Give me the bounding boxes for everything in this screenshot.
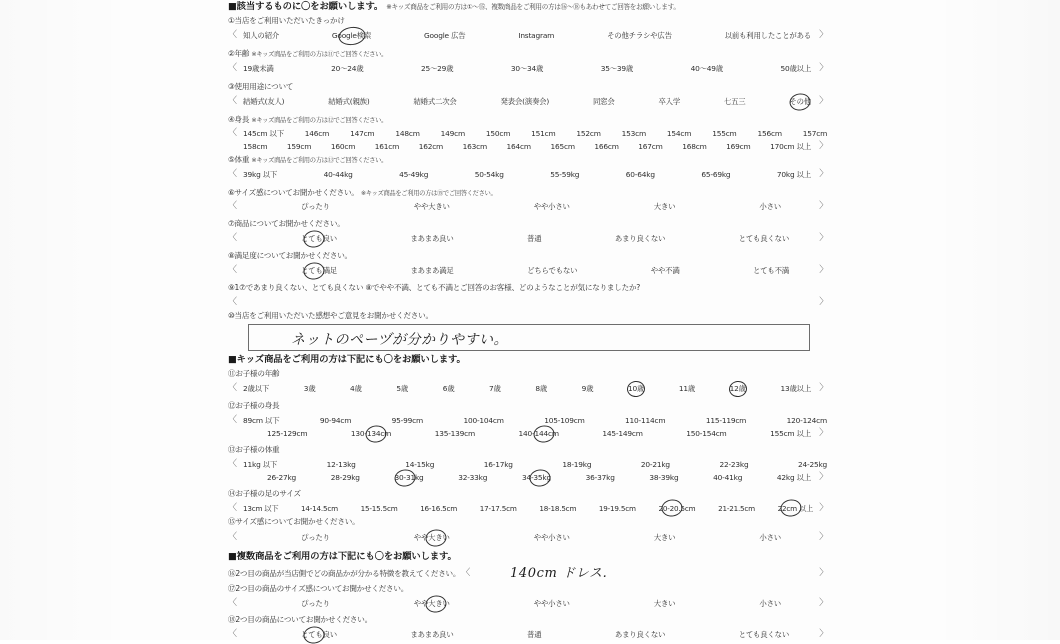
option-kid-height-115-119[interactable]: 115-119cm: [705, 415, 747, 425]
bracket-right: 〉: [819, 598, 828, 608]
question-5-note: ※キッズ商品をご利用の方は⑬でご回答ください。: [251, 157, 388, 164]
bracket-left: 〈: [228, 297, 237, 307]
option-kid-foot-17-17_5[interactable]: 17-17.5cm: [479, 503, 517, 513]
option-kid-weight-24-25[interactable]: 24-25kg: [798, 459, 828, 469]
option-kid-age-7[interactable]: 7歳: [489, 383, 501, 393]
option-height-163[interactable]: 163cm: [462, 141, 487, 151]
bracket-left: 〈: [228, 63, 237, 73]
option-fit-slightly-small[interactable]: やや小さい: [533, 201, 570, 211]
bracket-left: 〈: [228, 30, 237, 40]
option-height-166[interactable]: 166cm: [594, 141, 619, 151]
option-kid-age-4[interactable]: 4歳: [350, 383, 362, 393]
question-4-options-line1[interactable]: [228, 129, 828, 138]
bracket-right: 〉: [819, 63, 829, 73]
option-height-167[interactable]: 167cm: [638, 141, 663, 151]
multi-section-heading: ■複数商品をご利用の方は下記にも〇をお願いします。: [228, 551, 457, 562]
option-height-160[interactable]: 160cm: [330, 141, 356, 151]
question-13-label: ⑬お子様の体重: [228, 445, 280, 454]
survey-sheet: [228, 0, 828, 640]
option-wedding-friend[interactable]: 結婚式(友人): [243, 96, 285, 106]
bracket-left: 〈: [228, 598, 237, 608]
option-height-147[interactable]: 147cm: [350, 128, 375, 138]
question-18-label: ⑱2つ目の商品についてお聞かせください。: [228, 615, 372, 624]
option-age-35-39[interactable]: 35〜39歳: [600, 63, 634, 73]
option-other-purpose[interactable]: その他: [789, 96, 811, 106]
option-instagram[interactable]: Instagram: [518, 30, 555, 40]
question-2-options[interactable]: [228, 64, 828, 73]
option-age-20-24[interactable]: 20〜24歳: [331, 63, 364, 73]
question-6-options[interactable]: [228, 202, 828, 211]
option-height-161[interactable]: 161cm: [374, 141, 400, 151]
question-9-answer-row[interactable]: [228, 298, 828, 307]
question-6-text: ⑥サイズ感についてお聞かせください。: [228, 188, 359, 197]
option-satisfaction-fairly-satisfied[interactable]: まあまあ満足: [410, 265, 454, 275]
bracket-right: 〉: [819, 503, 829, 513]
option-fit-small[interactable]: 小さい: [759, 201, 781, 211]
question-10-handwritten-answer: ネットのペーヅが分かりやすい。: [291, 332, 508, 348]
question-9-label: ⑨1⑦であまり良くない、とても良くない ⑧でやや不満、とても不満とご回答のお客様、どのようなことが気になりましたか?: [228, 283, 641, 292]
option-height-158[interactable]: 158cm: [243, 141, 268, 151]
option-kid-age-2-under[interactable]: 2歳以下: [243, 383, 270, 393]
bracket-right: 〉: [819, 472, 828, 482]
question-5-text: ⑤体重: [228, 155, 250, 164]
option-product-very-good[interactable]: とても良い: [301, 233, 337, 243]
question-4-label: [228, 116, 828, 124]
option-kid-weight-22-23[interactable]: 22-23kg: [719, 459, 749, 469]
option-height-152[interactable]: 152cm: [576, 128, 601, 138]
option-kid-foot-20-20_5[interactable]: 20-20.5cm: [658, 503, 696, 513]
option-height-159[interactable]: 159cm: [286, 141, 312, 151]
option-kid-weight-14-15[interactable]: 14-15kg: [405, 459, 435, 469]
option-second-fit-slightly-small[interactable]: やや小さい: [533, 598, 570, 608]
option-satisfaction-somewhat-dissatisfied[interactable]: やや不満: [650, 265, 680, 275]
bracket-right: 〉: [819, 141, 828, 151]
bracket-right: 〉: [819, 169, 828, 179]
option-kid-foot-14-14_5[interactable]: 14-14.5cm: [301, 503, 338, 513]
option-google-search[interactable]: Google検索: [331, 30, 372, 40]
main-section-heading: [228, 2, 828, 11]
option-age-under19[interactable]: 19歳未満: [243, 63, 274, 73]
option-kid-weight-34-35[interactable]: 34-35kg: [521, 472, 551, 482]
option-second-product-fairly-good[interactable]: まあまあ良い: [410, 629, 454, 639]
option-intro-referral[interactable]: 知人の紹介: [243, 30, 279, 40]
question-4-options-line2[interactable]: [228, 142, 828, 151]
option-kid-foot-15-15_5[interactable]: 15-15.5cm: [360, 503, 398, 513]
question-17-label: ⑰2つ目の商品のサイズ感についてお聞かせください。: [228, 584, 409, 593]
question-1-options[interactable]: [228, 31, 828, 40]
option-height-150[interactable]: 150cm: [485, 128, 511, 138]
bracket-right: 〉: [819, 297, 828, 307]
option-kid-age-11[interactable]: 11歳: [678, 383, 696, 393]
question-2-text: ②年齢: [228, 49, 250, 58]
option-kid-age-8[interactable]: 8歳: [535, 383, 548, 393]
question-14-label: ⑭お子様の足のサイズ: [228, 489, 301, 498]
option-age-30-34[interactable]: 30〜34歳: [510, 63, 544, 73]
option-kid-height-90-94[interactable]: 90-94cm: [319, 415, 352, 425]
bracket-left: 〈: [228, 96, 237, 106]
option-kid-weight-18-19[interactable]: 18-19kg: [562, 459, 592, 469]
option-weight-60-64[interactable]: 60-64kg: [625, 169, 655, 179]
question-5-label: [228, 156, 828, 164]
option-age-40-49[interactable]: 40〜49歳: [690, 63, 723, 73]
option-product-fairly-good[interactable]: まあまあ良い: [410, 233, 454, 243]
option-kid-fit-perfect[interactable]: ぴったり: [301, 532, 330, 542]
option-weight-65-69[interactable]: 65-69kg: [701, 169, 731, 179]
question-15-label: ⑮サイズ感についてお聞かせください。: [228, 517, 360, 526]
option-second-fit-small[interactable]: 小さい: [759, 598, 781, 608]
option-product-very-bad[interactable]: とても良くない: [738, 233, 790, 243]
question-11-options[interactable]: [228, 384, 828, 393]
option-kid-height-120-124[interactable]: 120-124cm: [786, 415, 827, 425]
question-4-text: ④身長: [228, 115, 250, 124]
option-kid-height-105-109[interactable]: 105-109cm: [544, 415, 585, 425]
bracket-left: 〈: [228, 169, 237, 179]
option-kid-height-89-under[interactable]: 89cm 以下: [243, 415, 280, 425]
option-weight-40-44[interactable]: 40-44kg: [323, 169, 353, 179]
question-1-label: ①当店をご利用いただいたきっかけ: [228, 16, 345, 25]
question-11-label: ⑪お子様の年齢: [228, 369, 280, 378]
option-kid-weight-36-37[interactable]: 36-37kg: [585, 472, 615, 482]
question-10-answer-box[interactable]: [248, 324, 810, 351]
question-8-options[interactable]: [228, 266, 828, 275]
option-height-151[interactable]: 151cm: [531, 128, 556, 138]
option-height-157[interactable]: 157cm: [802, 128, 828, 138]
option-kid-age-9[interactable]: 9歳: [581, 383, 594, 393]
option-kid-height-145-149[interactable]: 145-149cm: [602, 428, 643, 438]
question-10-label: ⑩当店をご利用いただいた感想やご意見をお聞かせください。: [228, 311, 433, 320]
question-13-options-line2[interactable]: [228, 473, 828, 482]
option-kid-fit-small[interactable]: 小さい: [759, 532, 781, 542]
bracket-right: 〉: [819, 233, 829, 243]
option-kid-height-155plus[interactable]: 155cm 以上: [770, 428, 811, 438]
option-weight-45-49[interactable]: 45-49kg: [399, 169, 429, 179]
option-second-fit-big[interactable]: 大きい: [653, 598, 676, 608]
bracket-left: 〈: [228, 128, 237, 138]
option-kid-height-135-139[interactable]: 135-139cm: [434, 428, 476, 438]
bracket-left: 〈: [228, 415, 237, 425]
option-reunion[interactable]: 同窓会: [592, 96, 615, 106]
bracket-right: 〉: [819, 532, 828, 542]
question-12-options-line2[interactable]: [228, 429, 828, 438]
option-kid-foot-21-21_5[interactable]: 21-21.5cm: [718, 503, 755, 513]
bracket-left: 〈: [228, 532, 237, 542]
kids-section-heading: ■キッズ商品をご利用の方は下記にも〇をお願いします。: [228, 354, 466, 365]
option-kid-height-140-144[interactable]: 140-144cm: [518, 428, 559, 438]
option-second-product-very-good[interactable]: とても良い: [301, 629, 337, 639]
option-kid-foot-13-under[interactable]: 13cm 以下: [243, 503, 279, 513]
bracket-right: 〉: [819, 428, 828, 438]
option-kid-weight-12-13[interactable]: 12-13kg: [326, 459, 356, 469]
option-used-before[interactable]: 以前も利用したことがある: [724, 30, 811, 40]
question-8-label: ⑧満足度についてお聞かせください。: [228, 251, 352, 260]
question-12-options-line1[interactable]: [228, 416, 828, 425]
bracket-right: 〉: [819, 96, 828, 106]
bracket-left: 〈: [461, 568, 471, 578]
option-weight-50-54[interactable]: 50-54kg: [474, 169, 504, 179]
option-fit-big[interactable]: 大きい: [653, 201, 676, 211]
question-15-options[interactable]: [228, 533, 828, 542]
option-kid-age-12[interactable]: 12歳: [729, 383, 746, 393]
option-kid-height-130-134[interactable]: 130-134cm: [350, 428, 392, 438]
bracket-left: 〈: [228, 233, 237, 243]
question-7-label: ⑦商品についてお聞かせください。: [228, 219, 345, 228]
bracket-left: 〈: [228, 629, 237, 639]
option-satisfaction-neutral[interactable]: どちらでもない: [527, 265, 578, 275]
option-kid-weight-32-33[interactable]: 32-33kg: [458, 472, 488, 482]
question-2-label: [228, 50, 828, 58]
option-kid-foot-19-19_5[interactable]: 19-19.5cm: [598, 503, 636, 513]
bracket-right: 〉: [819, 629, 829, 639]
option-kid-height-125-129[interactable]: 125-129cm: [267, 428, 308, 438]
option-height-165[interactable]: 165cm: [550, 141, 575, 151]
option-kid-height-100-104[interactable]: 100-104cm: [463, 415, 504, 425]
option-kid-foot-18-18_5[interactable]: 18-18.5cm: [539, 503, 577, 513]
option-recital[interactable]: 発表会(演奏会): [500, 96, 550, 106]
option-kid-weight-42plus[interactable]: 42kg 以上: [776, 472, 811, 482]
question-2-note: ※キッズ商品をご利用の方は⑪でご回答ください。: [251, 51, 388, 58]
option-height-154[interactable]: 154cm: [666, 128, 692, 138]
option-kid-foot-22plus[interactable]: 22cm 以上: [777, 503, 814, 513]
bracket-left: 〈: [228, 265, 237, 275]
option-product-average[interactable]: 普通: [527, 233, 542, 243]
option-wedding-afterparty[interactable]: 結婚式二次会: [413, 96, 457, 106]
main-heading-text: ■該当するものに〇をお願いします。: [228, 1, 384, 12]
question-4-note: ※キッズ商品をご利用の方は⑫でご回答ください。: [251, 117, 388, 124]
option-second-fit-perfect[interactable]: ぴったり: [301, 598, 330, 608]
option-kid-weight-30-31[interactable]: 30-31kg: [394, 472, 424, 482]
question-3-label: ③使用用途について: [228, 82, 294, 91]
option-kid-height-110-114[interactable]: 110-114cm: [625, 415, 666, 425]
option-wedding-relative[interactable]: 結婚式(親族): [328, 96, 370, 106]
option-height-168[interactable]: 168cm: [682, 141, 707, 151]
question-16-handwritten-answer: 140cm ドレス.: [510, 566, 608, 581]
option-height-145-under[interactable]: 145cm 以下: [243, 128, 284, 138]
option-height-155[interactable]: 155cm: [712, 128, 737, 138]
bracket-left: 〈: [228, 383, 237, 393]
question-6-label: [228, 189, 828, 197]
option-kid-age-6[interactable]: 6歳: [442, 383, 455, 393]
bracket-right: 〉: [819, 265, 828, 275]
bracket-left: 〈: [228, 201, 237, 211]
option-kid-weight-26-27[interactable]: 26-27kg: [267, 472, 297, 482]
option-fit-perfect[interactable]: ぴったり: [301, 201, 330, 211]
option-weight-70plus[interactable]: 70kg 以上: [776, 169, 811, 179]
option-kid-height-95-99[interactable]: 95-99cm: [391, 415, 423, 425]
option-kid-age-5[interactable]: 5歳: [396, 383, 409, 393]
bracket-right: 〉: [819, 30, 828, 40]
question-12-label: ⑫お子様の身長: [228, 401, 280, 410]
option-second-product-very-bad[interactable]: とても良くない: [738, 629, 790, 639]
bracket-right: 〉: [819, 568, 828, 578]
option-graduation-entrance[interactable]: 卒入学: [658, 96, 681, 106]
option-kid-age-3[interactable]: 3歳: [303, 383, 316, 393]
option-kid-weight-11-under[interactable]: 11kg 以下: [243, 459, 278, 469]
option-product-not-very-good[interactable]: あまり良くない: [614, 233, 666, 243]
question-16-label: ⑯2つ目の商品が当店側でどの商品かが分かる特徴を教えてください。: [228, 568, 461, 578]
option-kid-age-13plus[interactable]: 13歳以上: [780, 383, 812, 393]
option-age-25-29[interactable]: 25〜29歳: [420, 63, 454, 73]
option-height-149[interactable]: 149cm: [440, 128, 465, 138]
option-satisfaction-very-dissatisfied[interactable]: とても不満: [753, 265, 789, 275]
option-kid-weight-20-21[interactable]: 20-21kg: [640, 459, 670, 469]
option-kid-fit-slightly-small[interactable]: やや小さい: [533, 532, 570, 542]
question-5-options[interactable]: [228, 170, 828, 179]
option-height-164[interactable]: 164cm: [506, 141, 531, 151]
option-kid-weight-38-39[interactable]: 38-39kg: [649, 472, 679, 482]
bracket-right: 〉: [819, 201, 828, 211]
option-satisfaction-very-satisfied[interactable]: とても満足: [301, 265, 337, 275]
option-kid-weight-16-17[interactable]: 16-17kg: [483, 459, 513, 469]
question-3-options[interactable]: [228, 97, 828, 106]
option-second-product-not-very-good[interactable]: あまり良くない: [614, 629, 666, 639]
bracket-left: 〈: [228, 503, 237, 513]
option-height-170plus[interactable]: 170cm 以上: [770, 141, 811, 151]
option-height-148[interactable]: 148cm: [395, 128, 420, 138]
question-17-options[interactable]: [228, 599, 828, 608]
option-height-146[interactable]: 146cm: [304, 128, 330, 138]
question-7-options[interactable]: [228, 234, 828, 243]
option-shichigosan[interactable]: 七五三: [723, 96, 746, 106]
option-weight-55-59[interactable]: 55-59kg: [550, 169, 580, 179]
option-other-flyer-ad[interactable]: その他チラシや広告: [607, 30, 672, 40]
bracket-left: 〈: [228, 459, 237, 469]
option-fit-slightly-big[interactable]: やや大きい: [413, 201, 450, 211]
main-heading-note: ※キッズ商品をご利用の方は①〜⑮、複数商品をご利用の方は⑯〜⑱もあわせてご回答をお願いします。: [386, 3, 680, 11]
option-kid-fit-slightly-big[interactable]: やや大きい: [413, 532, 450, 542]
option-kid-fit-big[interactable]: 大きい: [653, 532, 676, 542]
option-google-ads[interactable]: Google 広告: [424, 30, 466, 40]
option-kid-foot-16-16_5[interactable]: 16-16.5cm: [420, 503, 458, 513]
question-13-options-line1[interactable]: [228, 460, 828, 469]
option-weight-39-under[interactable]: 39kg 以下: [243, 169, 278, 179]
option-height-162[interactable]: 162cm: [418, 141, 444, 151]
option-second-product-average[interactable]: 普通: [527, 629, 542, 639]
option-kid-weight-28-29[interactable]: 28-29kg: [330, 472, 360, 482]
option-kid-age-10[interactable]: 10歳: [628, 383, 645, 393]
option-age-50plus[interactable]: 50歳以上: [780, 63, 812, 73]
option-kid-weight-40-41[interactable]: 40-41kg: [713, 472, 743, 482]
option-second-fit-slightly-big[interactable]: やや大きい: [413, 598, 450, 608]
option-kid-height-150-154[interactable]: 150-154cm: [686, 428, 727, 438]
bracket-right: 〉: [819, 383, 829, 393]
question-16-row[interactable]: [228, 567, 828, 580]
question-14-options[interactable]: [228, 504, 828, 513]
question-18-options[interactable]: [228, 630, 828, 639]
option-height-169[interactable]: 169cm: [726, 141, 751, 151]
option-height-153[interactable]: 153cm: [621, 128, 647, 138]
question-6-note: ※キッズ商品をご利用の方は⑮でご回答ください。: [360, 190, 497, 197]
option-height-156[interactable]: 156cm: [757, 128, 782, 138]
